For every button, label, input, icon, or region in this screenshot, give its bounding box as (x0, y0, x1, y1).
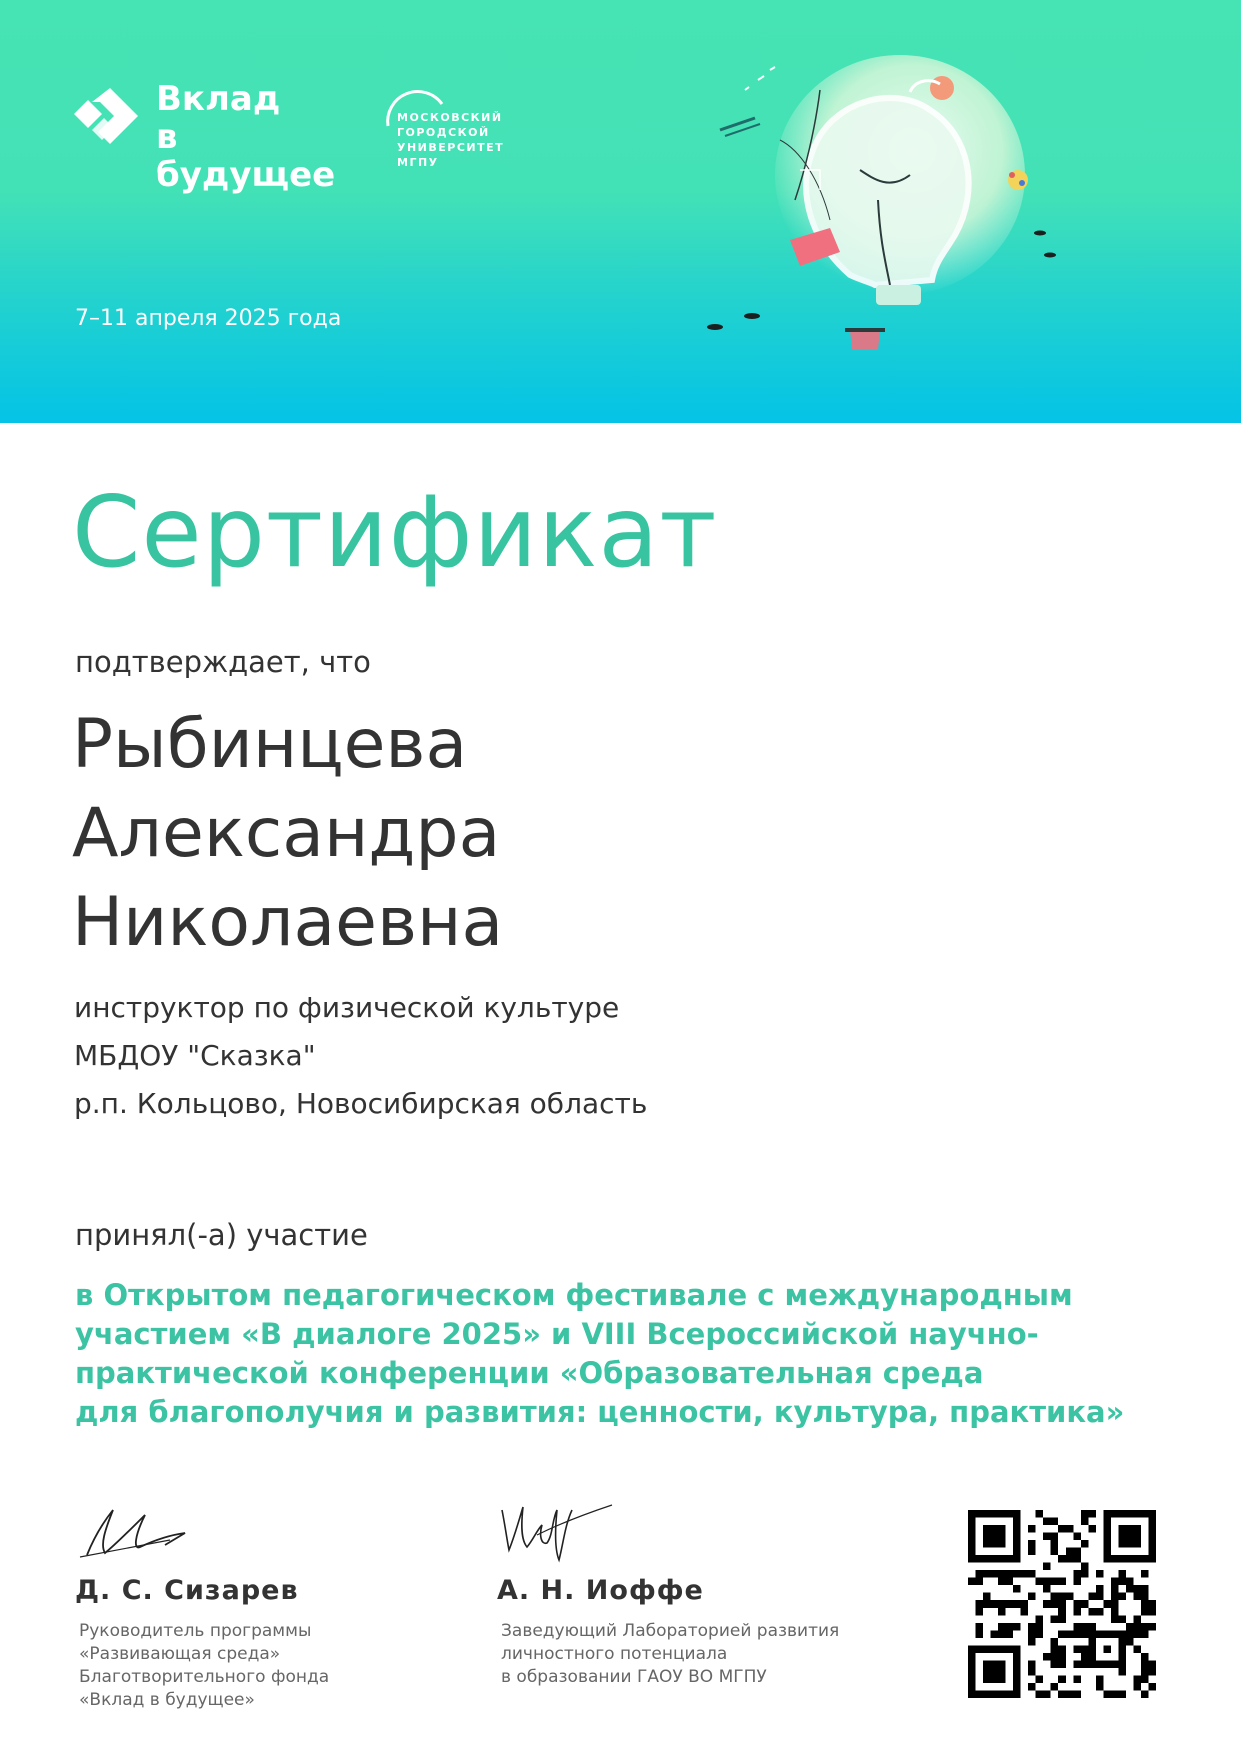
qr-module (1118, 1668, 1126, 1676)
recipient-position: инструктор по физической культуре (74, 991, 620, 1024)
qr-finder-inner (983, 1525, 1006, 1548)
qr-module (1036, 1675, 1044, 1683)
qr-module (1051, 1683, 1059, 1691)
qr-module (1051, 1653, 1059, 1661)
qr-module (1126, 1623, 1134, 1631)
qr-module (1006, 1623, 1014, 1631)
signatory-1-role-line-2: «Развивающая среда» (79, 1644, 281, 1664)
qr-module (1051, 1615, 1059, 1623)
qr-module (1058, 1660, 1066, 1668)
confirms-text: подтверждает, что (75, 645, 371, 679)
qr-module (1141, 1653, 1149, 1661)
recipient-first-name: Александра (72, 794, 501, 873)
qr-module (1081, 1540, 1089, 1548)
qr-module (1081, 1510, 1089, 1518)
university-line-4: МГПУ (397, 156, 439, 169)
qr-module (1043, 1690, 1051, 1698)
qr-module (1058, 1600, 1066, 1608)
qr-module (1073, 1570, 1081, 1578)
qr-module (1118, 1578, 1126, 1586)
qr-module (1051, 1645, 1059, 1653)
qr-module (1133, 1593, 1141, 1601)
qr-module (991, 1600, 999, 1608)
qr-module (1141, 1660, 1149, 1668)
qr-module (1073, 1675, 1081, 1683)
qr-module (1081, 1570, 1089, 1578)
qr-module (1081, 1653, 1089, 1661)
qr-module (1073, 1690, 1081, 1698)
qr-module (1111, 1585, 1119, 1593)
qr-module (1073, 1630, 1081, 1638)
qr-module (1028, 1630, 1036, 1638)
signatory-1-role-line-3: Благотворительного фонда (79, 1667, 330, 1687)
vklad-logo (74, 79, 364, 195)
signatory-2-role-line-3: в образовании ГАОУ ВО МГПУ (501, 1667, 767, 1687)
qr-module (1028, 1570, 1036, 1578)
qr-module (998, 1578, 1006, 1586)
qr-module (1036, 1690, 1044, 1698)
qr-module (1006, 1570, 1014, 1578)
qr-module (1148, 1683, 1156, 1691)
qr-module (1058, 1645, 1066, 1653)
qr-module (1013, 1585, 1021, 1593)
qr-module (1073, 1600, 1081, 1608)
event-line-4: для благополучия и развития: ценности, культура, практика» (75, 1395, 1125, 1429)
qr-module (1058, 1630, 1066, 1638)
qr-module (1006, 1578, 1014, 1586)
qr-module (1051, 1548, 1059, 1556)
qr-module (1028, 1623, 1036, 1631)
qr-module (1141, 1570, 1149, 1578)
qr-module (1081, 1630, 1089, 1638)
qr-module (1013, 1570, 1021, 1578)
qr-module (1081, 1623, 1089, 1631)
signatory-1-name: Д. С. Сизарев (75, 1575, 299, 1606)
qr-module (1111, 1600, 1119, 1608)
recipient-surname: Рыбинцева (72, 705, 468, 784)
qr-module (998, 1630, 1006, 1638)
qr-module (1043, 1578, 1051, 1586)
header-banner (0, 0, 1241, 423)
signature-sizarev-icon (75, 1495, 195, 1565)
qr-module (1081, 1660, 1089, 1668)
qr-module (1141, 1630, 1149, 1638)
qr-module (1111, 1578, 1119, 1586)
qr-module (1028, 1668, 1036, 1676)
qr-module (998, 1623, 1006, 1631)
qr-module (1043, 1533, 1051, 1541)
qr-module (1036, 1510, 1044, 1518)
signatory-2-role-line-2: личностного потенциала (501, 1644, 728, 1664)
qr-module (1148, 1668, 1156, 1676)
lightbulb-illustration (700, 40, 1080, 370)
qr-module (1036, 1623, 1044, 1631)
qr-module (983, 1600, 991, 1608)
qr-module (1081, 1518, 1089, 1526)
vklad-logo-text (156, 80, 364, 194)
qr-module (1066, 1593, 1074, 1601)
qr-module (1058, 1555, 1066, 1563)
logo-line-1: Вклад (156, 79, 281, 119)
qr-module (1043, 1653, 1051, 1661)
qr-module (1058, 1690, 1066, 1698)
qr-module (998, 1600, 1006, 1608)
qr-module (1088, 1623, 1096, 1631)
qr-module (1013, 1623, 1021, 1631)
qr-module (991, 1570, 999, 1578)
qr-module (1021, 1608, 1029, 1616)
logo-line-2: в будущее (156, 117, 336, 195)
university-line-2: ГОРОДСКОЙ (397, 126, 490, 139)
qr-module (1058, 1578, 1066, 1586)
qr-code-icon (968, 1510, 1156, 1698)
qr-module (1051, 1600, 1059, 1608)
qr-module (1043, 1518, 1051, 1526)
qr-finder-inner (983, 1660, 1006, 1683)
qr-module (1141, 1690, 1149, 1698)
qr-module (1081, 1600, 1089, 1608)
qr-module (1103, 1690, 1111, 1698)
event-description (75, 1276, 1175, 1432)
qr-module (1133, 1615, 1141, 1623)
qr-module (1118, 1570, 1126, 1578)
qr-module (1058, 1653, 1066, 1661)
qr-module (1111, 1690, 1119, 1698)
qr-module (1081, 1563, 1089, 1571)
university-name (397, 110, 504, 170)
qr-module (1126, 1630, 1134, 1638)
recipient-details (74, 984, 647, 1128)
qr-module (1021, 1600, 1029, 1608)
qr-module (976, 1600, 984, 1608)
event-line-1: в Открытом педагогическом фестивале с международным (75, 1278, 1073, 1312)
qr-module (1058, 1593, 1066, 1601)
signatory-1-role-line-1: Руководитель программы (79, 1621, 312, 1641)
qr-module (1111, 1615, 1119, 1623)
qr-module (1126, 1585, 1134, 1593)
qr-module (1126, 1578, 1134, 1586)
qr-module (1051, 1593, 1059, 1601)
qr-module (1051, 1540, 1059, 1548)
qr-align-inner (1103, 1645, 1111, 1653)
event-line-3: практической конференции «Образовательная среда (75, 1356, 984, 1390)
qr-module (1051, 1578, 1059, 1586)
qr-module (1141, 1585, 1149, 1593)
qr-module (1088, 1593, 1096, 1601)
qr-module (1096, 1675, 1104, 1683)
qr-module (983, 1593, 991, 1601)
recipient-name (72, 700, 503, 967)
qr-module (1096, 1608, 1104, 1616)
qr-module (1028, 1525, 1036, 1533)
signatory-1-role (79, 1620, 329, 1712)
qr-module (1028, 1540, 1036, 1548)
qr-module (976, 1623, 984, 1631)
qr-module (1096, 1593, 1104, 1601)
qr-module (1058, 1615, 1066, 1623)
qr-module (1073, 1578, 1081, 1586)
qr-module (1073, 1548, 1081, 1556)
recipient-patronymic: Николаевна (72, 883, 504, 962)
participated-text: принял(-а) участие (75, 1218, 368, 1252)
qr-module (1133, 1623, 1141, 1631)
qr-module (1088, 1608, 1096, 1616)
qr-module (1051, 1660, 1059, 1668)
qr-module (983, 1570, 991, 1578)
qr-module (1028, 1593, 1036, 1601)
qr-module (1133, 1645, 1141, 1653)
recipient-location: р.п. Кольцово, Новосибирская область (74, 1087, 648, 1120)
qr-module (1081, 1645, 1089, 1653)
qr-module (1141, 1668, 1149, 1676)
qr-module (1073, 1660, 1081, 1668)
qr-module (1148, 1623, 1156, 1631)
qr-module (1028, 1683, 1036, 1691)
qr-module (1013, 1600, 1021, 1608)
qr-module (1036, 1615, 1044, 1623)
qr-module (1148, 1660, 1156, 1668)
university-logo (380, 86, 520, 176)
qr-module (1141, 1593, 1149, 1601)
qr-module (1006, 1600, 1014, 1608)
qr-module (1148, 1608, 1156, 1616)
event-dates: 7–11 апреля 2025 года (75, 306, 342, 331)
qr-module (998, 1570, 1006, 1578)
certificate-title: Сертификат (72, 476, 718, 590)
qr-module (1066, 1555, 1074, 1563)
qr-module (1096, 1683, 1104, 1691)
qr-module (1096, 1570, 1104, 1578)
qr-module (1133, 1630, 1141, 1638)
qr-module (998, 1608, 1006, 1616)
event-line-2: участием «В диалоге 2025» и VIII Всероссийской научно- (75, 1317, 1039, 1351)
qr-module (1006, 1630, 1014, 1638)
qr-module (976, 1570, 984, 1578)
qr-module (1133, 1683, 1141, 1691)
qr-module (1066, 1525, 1074, 1533)
qr-module (1126, 1638, 1134, 1646)
qr-module (1103, 1600, 1111, 1608)
qr-module (1066, 1630, 1074, 1638)
qr-module (1043, 1563, 1051, 1571)
university-line-3: УНИВЕРСИТЕТ (397, 141, 505, 154)
qr-module (976, 1630, 984, 1638)
qr-module (1036, 1578, 1044, 1586)
qr-module (1043, 1585, 1051, 1593)
signatory-2-role (501, 1620, 839, 1689)
qr-module (1051, 1533, 1059, 1541)
qr-finder-inner (1118, 1525, 1141, 1548)
qr-module (1021, 1570, 1029, 1578)
qr-module (1051, 1638, 1059, 1646)
qr-module (1133, 1675, 1141, 1683)
university-line-1: МОСКОВСКИЙ (397, 111, 503, 124)
qr-module (1036, 1630, 1044, 1638)
qr-module (1088, 1525, 1096, 1533)
qr-module (1088, 1510, 1096, 1518)
qr-module (1066, 1548, 1074, 1556)
qr-module (1141, 1675, 1149, 1683)
qr-module (1133, 1585, 1141, 1593)
qr-module (1118, 1690, 1126, 1698)
qr-module (1073, 1645, 1081, 1653)
signatory-2-role-line-1: Заведующий Лабораторией развития (501, 1621, 840, 1641)
qr-module (991, 1630, 999, 1638)
qr-module (1073, 1608, 1081, 1616)
qr-module (1111, 1593, 1119, 1601)
qr-module (968, 1578, 976, 1586)
qr-module (1073, 1555, 1081, 1563)
signature-ioffe-icon (497, 1495, 617, 1565)
qr-module (1028, 1548, 1036, 1556)
qr-module (1118, 1593, 1126, 1601)
qr-module (1096, 1585, 1104, 1593)
qr-module (1058, 1675, 1066, 1683)
qr-module (1141, 1600, 1149, 1608)
qr-module (1141, 1623, 1149, 1631)
vklad-logo-icon (74, 88, 154, 152)
signatory-2-name: А. Н. Иоффе (497, 1575, 704, 1606)
qr-module (1028, 1638, 1036, 1646)
signatory-1-role-line-4: «Вклад в будущее» (79, 1690, 255, 1710)
qr-module (1051, 1518, 1059, 1526)
qr-module (1118, 1615, 1126, 1623)
qr-module (1028, 1660, 1036, 1668)
qr-module (1058, 1608, 1066, 1616)
qr-module (1073, 1533, 1081, 1541)
qr-module (1148, 1600, 1156, 1608)
qr-module (1043, 1600, 1051, 1608)
qr-module (976, 1608, 984, 1616)
qr-module (976, 1578, 984, 1586)
recipient-organization: МБДОУ "Сказка" (74, 1039, 316, 1072)
qr-module (1058, 1525, 1066, 1533)
qr-module (1066, 1690, 1074, 1698)
qr-module (1111, 1608, 1119, 1616)
qr-module (1141, 1608, 1149, 1616)
qr-module (1073, 1623, 1081, 1631)
